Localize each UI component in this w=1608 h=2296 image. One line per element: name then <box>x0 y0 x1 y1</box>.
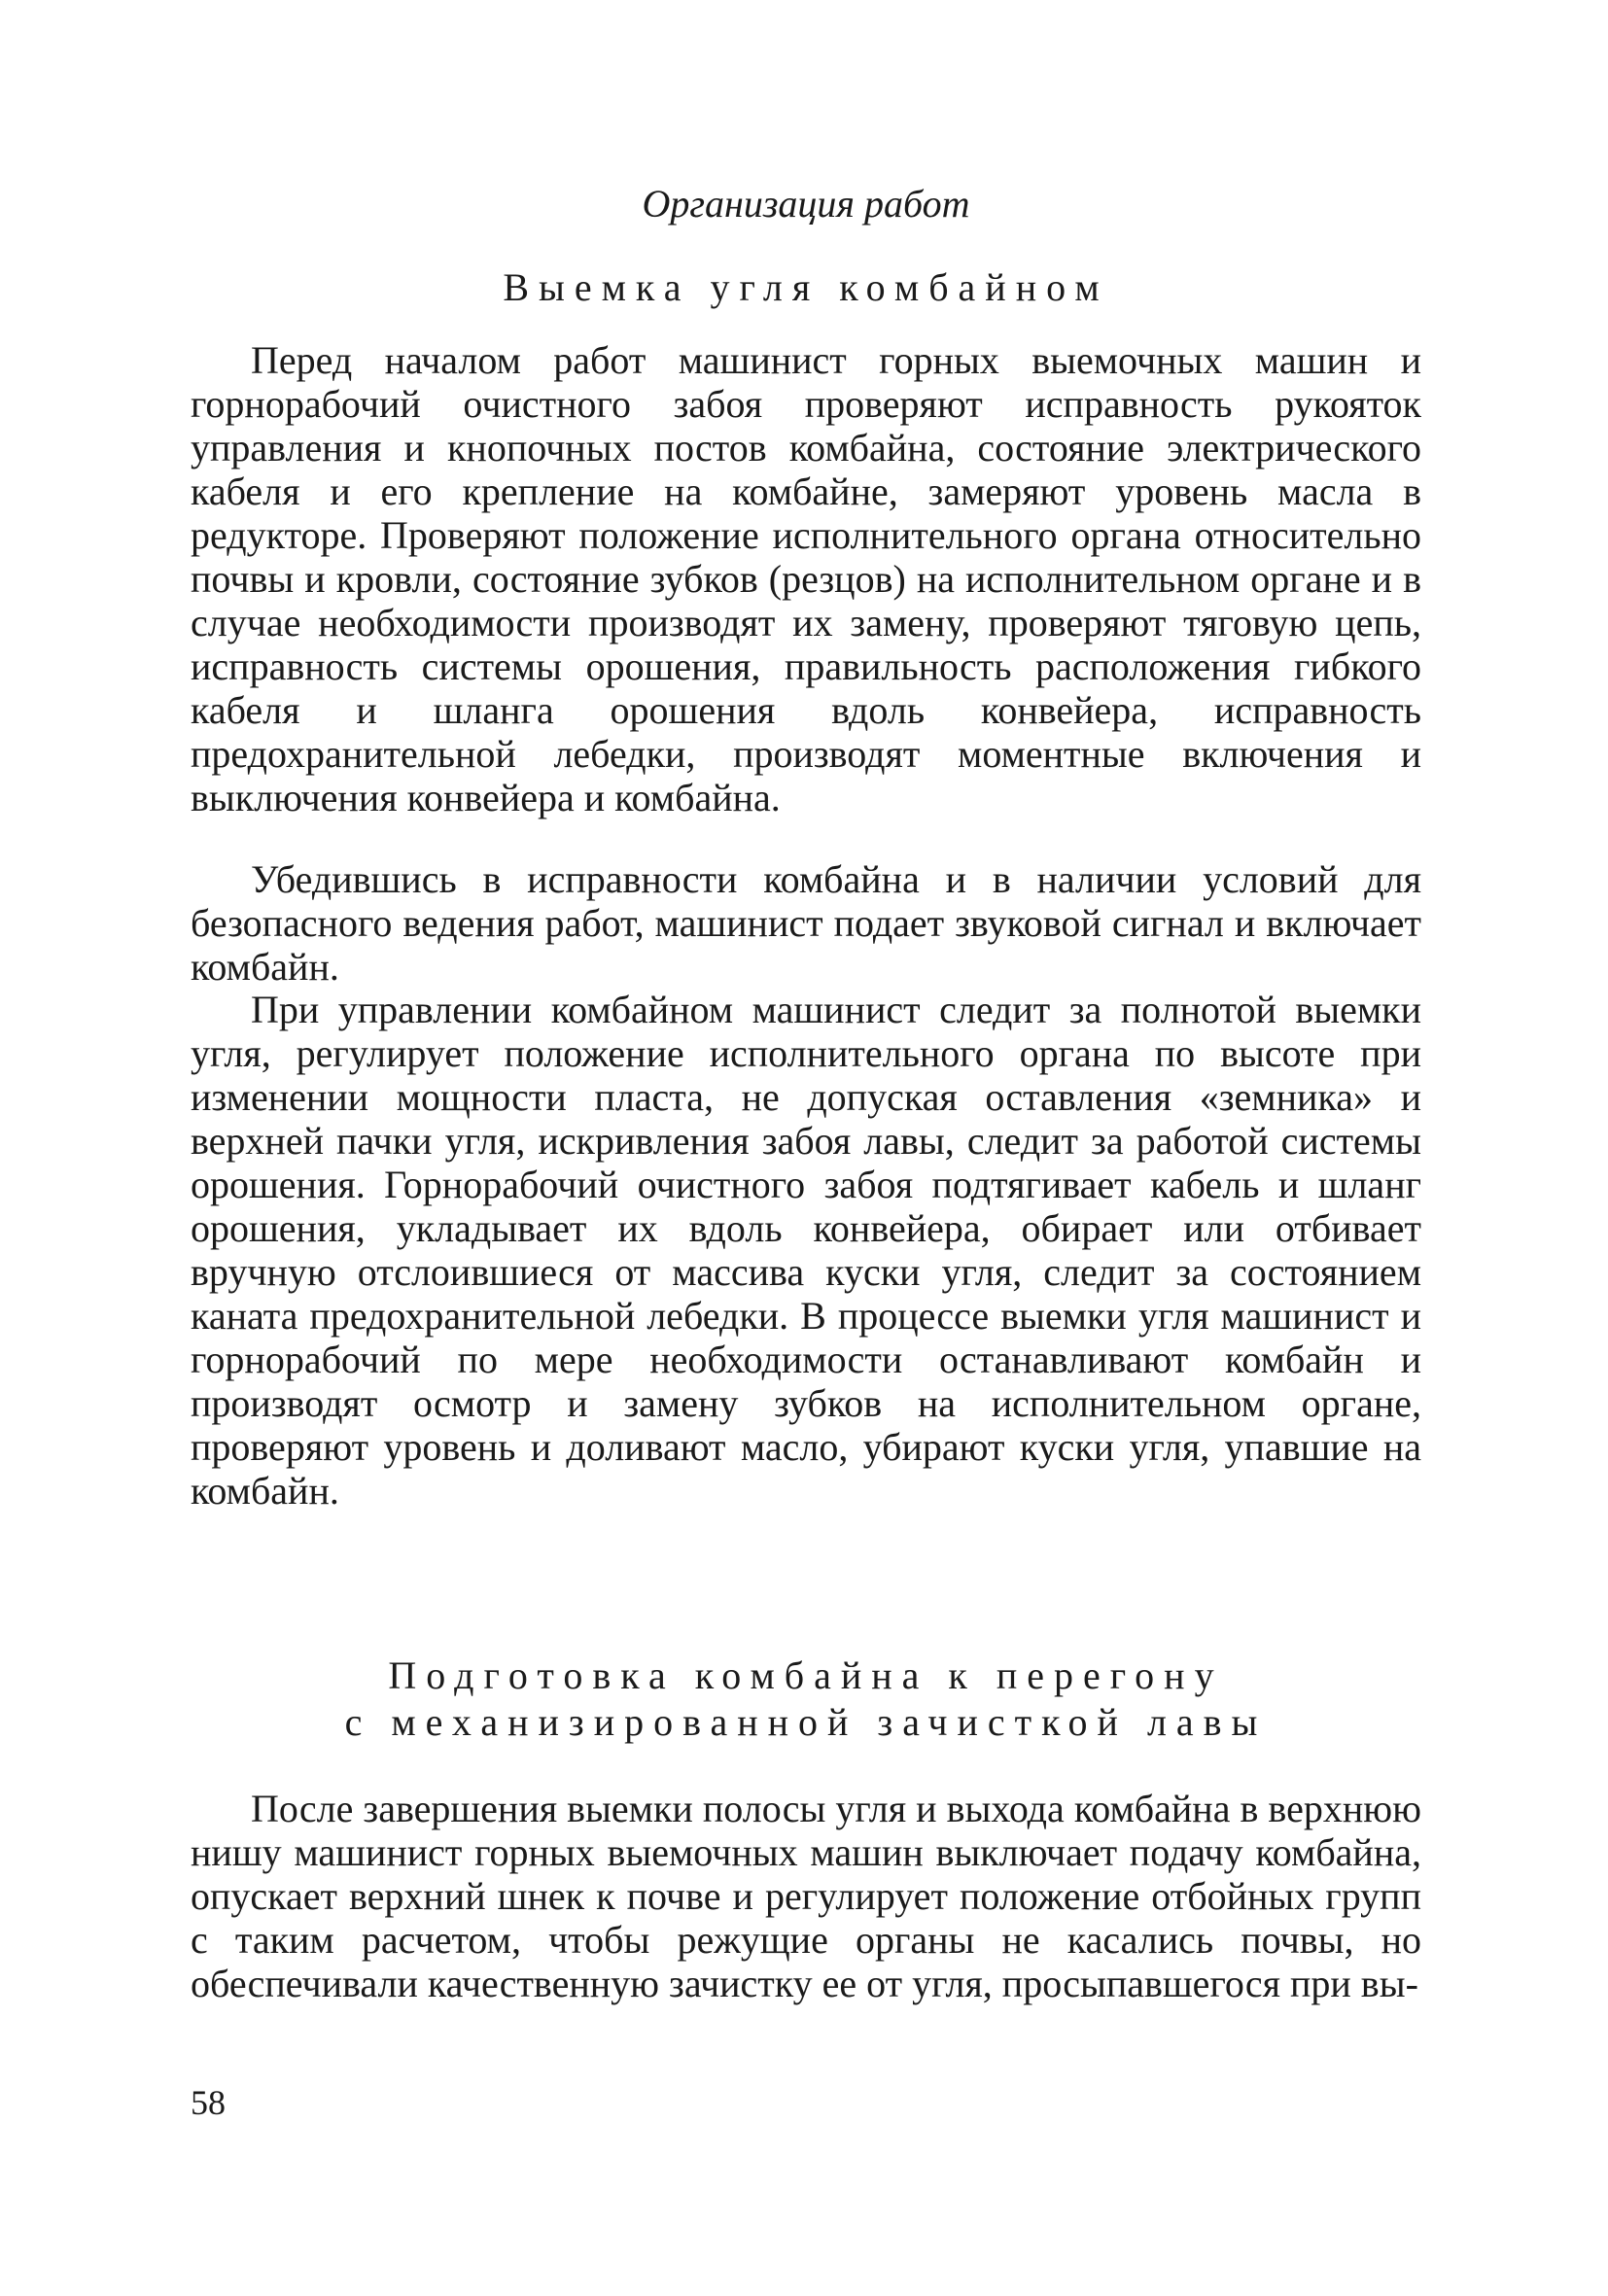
paragraph-start-combine: Убедившись в исправности комбайна и в наличии условий для безопасного ведения работ, машинист подает звуковой сигнал и включает комбайн. <box>191 857 1421 989</box>
paragraph-operation: При управлении комбайном машинист следит за полнотой выемки угля, регулирует положение исполнительного органа по высоте при изменении мощности пласта, не допуская оставления «земника» и верхней пачки угля, искривления забоя лавы, следит за работой системы орошения. Горнорабочий очистного забоя подтягивает кабель и шланг орошения, укладывает их вдоль конвейера, обирает или отбивает вручную отслоившиеся от массива куски угля, следит за состоянием каната предохранительной лебедки. В процессе выемки угля машинист и горнорабочий по мере необходимости останавливают комбайн и производят осмотр и замену зубков на исполнительном органе, проверяют уровень и доливают масло, убирают куски угля, упавшие на комбайн. <box>191 988 1421 1513</box>
heading-preparation-line-1: Подготовка комбайна к перегону <box>388 1653 1224 1697</box>
heading-preparation <box>191 1652 1421 1746</box>
paragraph-pre-work-checks: Перед началом работ машинист горных выемочных машин и горнорабочий очистного забоя проверяют исправность рукояток управления и кнопочных постов комбайна, состояние электрического кабеля и его крепление на комбайне, замеряют уровень масла в редукторе. Проверяют положение исполнительного органа относительно почвы и кровли, состояние зубков (резцов) на исполнительном органе и в случае необходимости производят их замену, проверяют тяговую цепь, исправность системы орошения, правильность расположения гибкого кабеля и шланга орошения вдоль конвейера, исправность предохранительной лебедки, производят моментные включения и выключения конвейера и комбайна. <box>191 338 1421 819</box>
section-title: Организация работ <box>642 182 970 226</box>
page-number: 58 <box>191 2083 226 2122</box>
heading-coal-extraction: Выемка угля комбайном <box>503 265 1109 309</box>
heading-preparation-line-2: с механизированной зачисткой лавы <box>344 1700 1268 1744</box>
paragraph-after-extraction: После завершения выемки полосы угля и выхода комбайна в верхнюю нишу машинист горных выемочных машин выключает подачу комбайна, опускает верхний шнек к почве и регулирует положение отбойных групп с таким расчетом, чтобы режущие органы не касались почвы, но обеспечивали качественную зачистку ее от угля, просыпавшегося при вы- <box>191 1787 1421 2005</box>
